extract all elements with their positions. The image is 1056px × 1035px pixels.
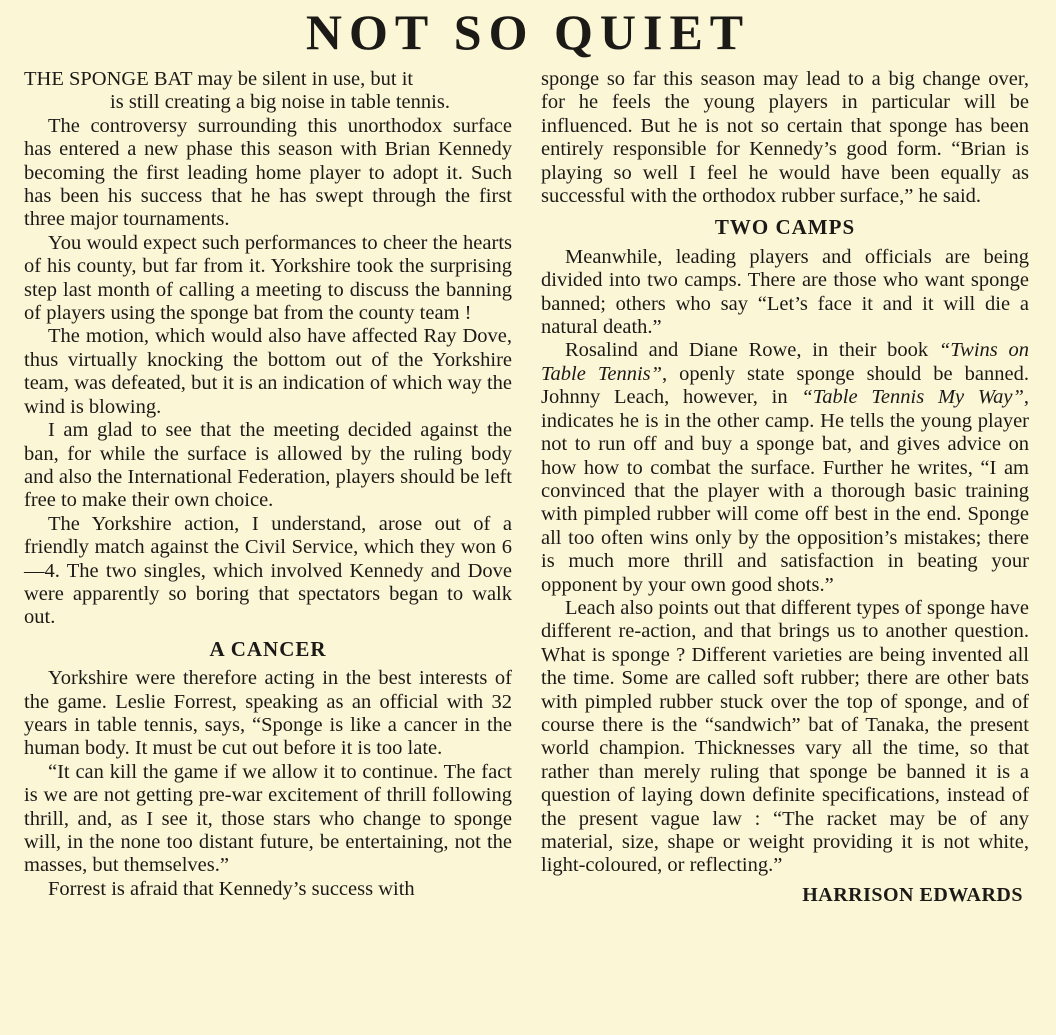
paragraph: The Yorkshire action, I understand, arose out of a friendly match against the Civil Service, which they won 6—4. The two singles, which involved Kennedy and Dove were apparently so boring that spectators began to walk out. bbox=[24, 512, 512, 629]
left-column bbox=[24, 68, 512, 901]
paragraph: “It can kill the game if we allow it to continue. The fact is we are not getting pre-war excitement of thrill following thrill, and, as I see it, those stars who change to sponge will, in the none too distant future, be entertaining, not the masses, but themselves.” bbox=[24, 760, 512, 877]
article-title: NOT SO QUIET bbox=[305, 4, 751, 60]
subheading: A CANCER bbox=[209, 636, 327, 661]
text-run: Rosalind and Diane Rowe, in their book bbox=[565, 339, 939, 362]
paragraph: Yorkshire were therefore acting in the best interests of the game. Leslie Forrest, speaking as an official with 32 years in table tennis, says, “Sponge is like a cancer in the human body. It must be cut out before it is too late. bbox=[24, 667, 512, 760]
paragraph: You would expect such performances to cheer the hearts of his county, but far from it. Yorkshire took the surprising step last month of calling a meeting to discuss the banning of players using the sponge bat from the county team ! bbox=[24, 231, 512, 325]
paragraph: I am glad to see that the meeting decided against the ban, for while the surface is allowed by the ruling body and also the International Federation, players should be left free to make their own choice. bbox=[24, 419, 512, 512]
right-column bbox=[541, 68, 1029, 907]
author-byline: HARRISON EDWARDS bbox=[802, 883, 1023, 906]
paragraph: Forrest is afraid that Kennedy’s success with bbox=[48, 877, 415, 900]
lead-paragraph bbox=[24, 68, 512, 115]
paragraph: Leach also points out that different types of sponge have different re-action, and that brings us to another question. What is sponge ? Different varieties are being invented all the time. Some are called soft rubber; there are other bats with pimpled rubber stuck over the top of sponge, and of course there is the “sandwich” bat of Tanaka, the present world champion. Thicknesses vary all the time, so that rather than merely ruling that sponge be banned it is a question of laying down definite specifications, instead of the present vague law : “The racket may be of any material, size, shape or weight providing it is not white, light-coloured, or reflecting.” bbox=[541, 596, 1029, 877]
subheading: TWO CAMPS bbox=[714, 215, 856, 240]
text-run: , indicates he is in the other camp. He tells the young player not to run off and buy a sponge bat, and gives advice on how how to combat the surface. Further he writes, “I am convinced that the player with a thorough basic training with pimpled rubber will come off best in the end. Sponge all too often wins only by the opposition’s mistakes; there is much more thrill and satisfaction in beating your opponent by your own good shots.” bbox=[541, 386, 1029, 596]
paragraph bbox=[541, 339, 1029, 596]
text-run: , openly state sponge should be banned. Johnny Leach, however, in bbox=[541, 362, 1029, 409]
book-title: “Table Tennis My Way” bbox=[801, 386, 1024, 409]
paragraph: The motion, which would also have affected Ray Dove, thus virtually knocking the bottom out of the Yorkshire team, was defeated, but it is an indication of which way the wind is blowing. bbox=[24, 325, 512, 418]
paragraph: Meanwhile, leading players and officials are being divided into two camps. There are those who want sponge banned; others who say “Let’s face it and it will die a natural death.” bbox=[541, 245, 1029, 339]
paragraph: The controversy surrounding this unorthodox surface has entered a new phase this season with Brian Kennedy becoming the first leading home player to adopt it. Such has been his success that he has swept through the first three major tournaments. bbox=[24, 114, 512, 231]
lead-second-line: is still creating a big noise in table tennis. bbox=[110, 91, 450, 114]
lead-first-line: THE SPONGE BAT may be silent in use, but it bbox=[24, 68, 414, 90]
paragraph: sponge so far this season may lead to a big change over, for he feels the young players in particular will be influenced. But he is not so certain that sponge has been entirely responsible for Kennedy’s good form. “Brian is playing so well I feel he would have been equally as successful with the orthodox rubber surface,” he said. bbox=[541, 68, 1029, 208]
book-title: “Twins on Table Tennis” bbox=[541, 339, 1029, 385]
